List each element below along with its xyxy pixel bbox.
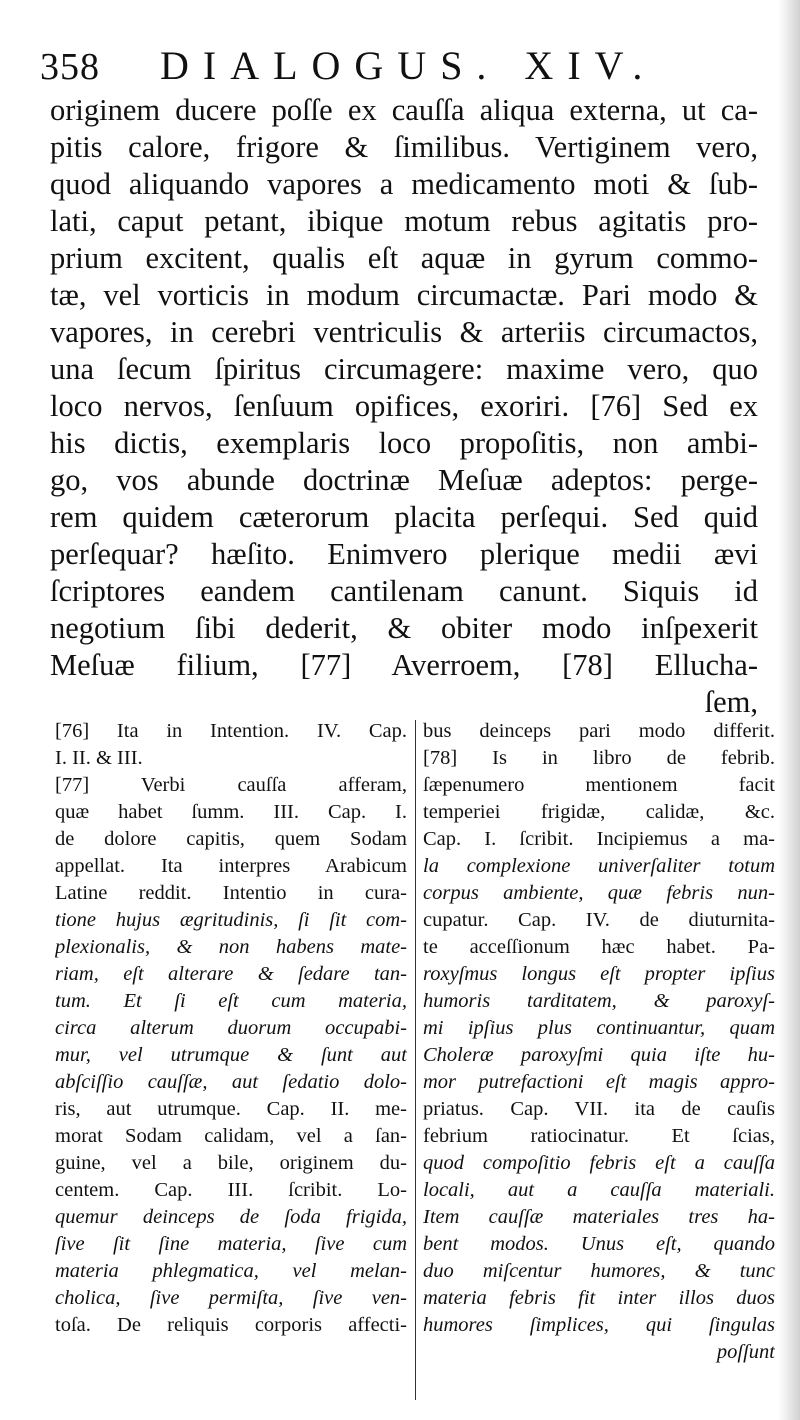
footnote-line: locali, aut a cauſſa materiali. [423, 1179, 775, 1201]
footnote-line: te acceſſionum hæc habet. Pa- [423, 936, 775, 958]
footnote-line: duo miſcentur humores, & tunc [423, 1260, 775, 1282]
footnote-line: tum. Et ſi eſt cum materia, [55, 990, 407, 1012]
footnote-line: tione hujus ægritudinis, ſi ſit com- [55, 909, 407, 931]
footnote-line: centem. Cap. III. ſcribit. Lo- [55, 1179, 407, 1201]
footnote-line: priatus. Cap. VII. ita de cauſis [423, 1098, 775, 1120]
footnote-line: temperiei frigidæ, calidæ, &c. [423, 801, 775, 823]
footnote-line: quod compoſitio febris eſt a cauſſa [423, 1152, 775, 1174]
main-text-line: loco nervos, ſenſuum opifices, exoriri. [76] Sed ex [50, 389, 758, 423]
footnote-line: quæ habet ſumm. III. Cap. I. [55, 801, 407, 823]
footnote-line: bent modos. Unus eſt, quando [423, 1233, 775, 1255]
footnote-line: circa alterum duorum occupabi- [55, 1017, 407, 1039]
footnote-line: [77] Verbi cauſſa afferam, [55, 774, 407, 796]
footnote-line: bus deinceps pari modo differit. [423, 720, 775, 742]
main-text-line: Meſuæ filium, [77] Averroem, [78] Ellucha- [50, 648, 758, 682]
footnote-line: Item cauſſæ materiales tres ha- [423, 1206, 775, 1228]
footnote-line: quemur deinceps de ſoda frigida, [55, 1206, 407, 1228]
footnote-line: morat Sodam calidam, vel a ſan- [55, 1125, 407, 1147]
footnotes [55, 718, 775, 1408]
footnote-catchword: poſſunt [716, 1341, 775, 1363]
footnote-line: ſive ſit ſine materia, ſive cum [55, 1233, 407, 1255]
main-text-line: tæ, vel vorticis in modum circumactæ. Pari modo & [50, 278, 758, 312]
page-number: 358 [40, 46, 100, 88]
footnote-line: humores ſimplices, qui ſingulas [423, 1314, 775, 1336]
footnote-line: roxyſmus longus eſt propter ipſius [423, 963, 775, 985]
footnote-line: [78] Is in libro de febrib. [423, 747, 775, 769]
main-text-line: rem quidem cæterorum placita perſequi. Sed quid [50, 500, 758, 534]
footnote-line: Cap. I. ſcribit. Incipiemus a ma- [423, 828, 775, 850]
main-text-line: his dictis, exemplaris loco propoſitis, non ambi- [50, 426, 758, 460]
footnote-line: I. II. & III. [55, 747, 143, 769]
footnote-line: ſæpenumero mentionem facit [423, 774, 775, 796]
main-text-body [50, 92, 758, 721]
main-text-line: lati, caput petant, ibique motum rebus agitatis pro- [50, 204, 758, 238]
footnote-line: guine, vel a bile, originem du- [55, 1152, 407, 1174]
footnotes-right-column [423, 718, 775, 1366]
footnote-line: [76] Ita in Intention. IV. Cap. [55, 720, 407, 742]
footnote-line: cholica, ſive permiſta, ſive ven- [55, 1287, 407, 1309]
footnote-line: humoris tarditatem, & paroxyſ- [423, 990, 775, 1012]
footnote-line: la complexione univerſaliter totum [423, 855, 775, 877]
footnote-line: mur, vel utrumque & ſunt aut [55, 1044, 407, 1066]
footnote-line: Latine reddit. Intentio in cura- [55, 882, 407, 904]
footnote-line: appellat. Ita interpres Arabicum [55, 855, 407, 877]
footnote-line: materia phlegmatica, vel melan- [55, 1260, 407, 1282]
main-text-line: quod aliquando vapores a medicamento moti & ſub- [50, 167, 758, 201]
footnote-line: cupatur. Cap. IV. de diuturnita- [423, 909, 775, 931]
main-text-line: ſem, [704, 685, 758, 719]
footnote-line: mor putrefactioni eſt magis appro- [423, 1071, 775, 1093]
column-divider [415, 720, 416, 1400]
main-text-line: ſcriptores eandem cantilenam canunt. Siquis id [50, 574, 758, 608]
footnote-line: Choleræ paroxyſmi quia iſte hu- [423, 1044, 775, 1066]
main-text-line: una ſecum ſpiritus circumagere: maxime vero, quo [50, 352, 758, 386]
footnote-line: de dolore capitis, quem Sodam [55, 828, 407, 850]
main-text-line: go, vos abunde doctrinæ Meſuæ adeptos: perge- [50, 463, 758, 497]
running-head: DIALOGUS. XIV. [160, 43, 657, 88]
footnote-line: mi ipſius plus continuantur, quam [423, 1017, 775, 1039]
main-text-line: prium excitent, qualis eſt aquæ in gyrum commo- [50, 241, 758, 275]
main-text-line: vapores, in cerebri ventriculis & arteriis circumactos, [50, 315, 758, 349]
footnote-line: riam, eſt alterare & ſedare tan- [55, 963, 407, 985]
footnote-line: febrium ratiocinatur. Et ſcias, [423, 1125, 775, 1147]
footnotes-left-column [55, 718, 407, 1339]
footnote-line: abſciſſio cauſſæ, aut ſedatio dolo- [55, 1071, 407, 1093]
main-text-line: pitis calore, frigore & ſimilibus. Vertiginem vero, [50, 130, 758, 164]
main-text-line: originem ducere poſſe ex cauſſa aliqua externa, ut ca- [50, 93, 758, 127]
footnote-line: plexionalis, & non habens mate- [55, 936, 407, 958]
footnote-line: toſa. De reliquis corporis affecti- [55, 1314, 407, 1336]
footnote-line: corpus ambiente, quæ febris nun- [423, 882, 775, 904]
footnote-line: materia febris fit inter illos duos [423, 1287, 775, 1309]
main-text-line: perſequar? hæſito. Enimvero plerique medii ævi [50, 537, 758, 571]
main-text-line: negotium ſibi dederit, & obiter modo inſpexerit [50, 611, 758, 645]
footnote-line: ris, aut utrumque. Cap. II. me- [55, 1098, 407, 1120]
page-edge-shadow [778, 0, 800, 1420]
